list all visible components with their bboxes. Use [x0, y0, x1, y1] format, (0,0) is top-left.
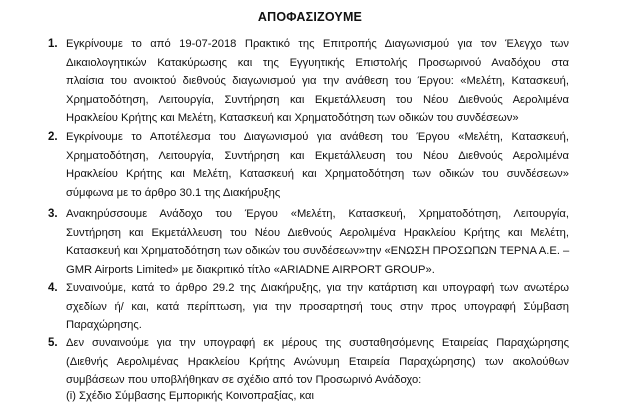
text-line: Ανακηρύσσουμε Ανάδοχο του Έργου «Μελέτη, Κατασκευή, Χρηματοδότηση, Λειτουργία,	[66, 208, 569, 220]
item-number: 2.	[48, 131, 58, 143]
text-line: Δεν συναινούμε για την υπογραφή εκ μέρους της συσταθησόμενης Εταιρείας Παραχώρησης	[66, 337, 569, 349]
text-line: συμβάσεων που υποβλήθηκαν σε σχέδιο από τον Προσωρινό Ανάδοχο:	[66, 374, 422, 386]
text-line: Χρηματοδότηση, Λειτουργία, Συντήρηση και Εκμετάλλευση του Νέου Διεθνούς Αερολιμένα	[66, 93, 569, 106]
text-line: Συντήρηση και Εκμετάλλευση του Νέου Διεθνούς Αερολιμένα Ηρακλείου Κρήτης και Μελέτη,	[66, 226, 569, 239]
text-line: Εγκρίνουμε το από 19-07-2018 Πρακτικό της Επιτροπής Διαγωνισμού για τον Έλεγχο των	[66, 38, 569, 50]
text-line: Παραχώρησης.	[66, 319, 142, 331]
text-line: Ηρακλείου Κρήτης και Μελέτη, Κατασκευή και Χρηματοδότηση των οδικών του συνδέσεων»	[66, 112, 519, 124]
item-text	[66, 35, 569, 128]
text-line: Ηρακλείου Κρήτης και Μελέτη, Κατασκευή και Χρηματοδότηση των οδικών του συνδέσεων»	[66, 168, 569, 180]
text-line: Εγκρίνουμε το Αποτέλεσμα του Διαγωνισμού για ανάθεση του Έργου «Μελέτη, Κατασκευή,	[66, 131, 569, 143]
text-line: GMR Airports Limited» με διακριτικό τίτλο «ARIADNE AIRPORT GROUP».	[66, 263, 435, 276]
decision-heading: ΑΠΟΦΑΣΙΖΟΥΜΕ	[257, 10, 363, 24]
item-text	[66, 334, 569, 390]
item-text	[66, 205, 569, 279]
text-line: Κατασκευή και Χρηματοδότηση των οδικών του συνδέσεων»την «ΕΝΩΣΗ ΠΡΟΣΩΠΩΝ ΤΕΡΝΑ Α.Ε. –	[66, 245, 570, 257]
text-line: Δικαιολογητικών Κατακύρωσης και της Εγγυητικής Επιστολής Προσωρινού Αναδόχου στα	[66, 56, 569, 69]
item-number: 5.	[48, 337, 58, 349]
item-text	[66, 128, 569, 202]
text-line: σύμφωνα με το άρθρο 30.1 της Διακήρυξης	[66, 186, 281, 199]
item-number: 4.	[48, 282, 58, 294]
item-number: 3.	[48, 208, 58, 220]
sub-item-i: (i) Σχέδιο Σύμβασης Εμπορικής Κοινοπραξίας, και	[66, 390, 314, 402]
text-line: Συναινούμε, κατά το άρθρο 29.2 της Διακήρυξης, για την κατάρτιση και υπογραφή των ανωτέρω	[66, 282, 569, 294]
text-line: πλαίσια του ανοικτού διεθνούς διαγωνισμού για την ανάθεση του Έργου: «Μελέτη, Κατασκευή,	[66, 75, 569, 87]
text-line: Χρηματοδότηση, Λειτουργία, Συντήρηση και Εκμετάλλευση του Νέου Διεθνούς Αερολιμένα	[66, 149, 569, 162]
item-text	[66, 279, 569, 335]
text-line: (Διεθνής Αερολιμένας Ηρακλείου Κρήτης Ανώνυμη Εταιρεία Παραχώρησης) των ακολούθων	[66, 355, 569, 368]
text-line: σχεδίων ή/ και, κατά περίπτωση, για την προσαρτησή τους στην προς υπογραφή Σύμβαση	[66, 300, 569, 313]
item-number: 1.	[48, 38, 58, 50]
